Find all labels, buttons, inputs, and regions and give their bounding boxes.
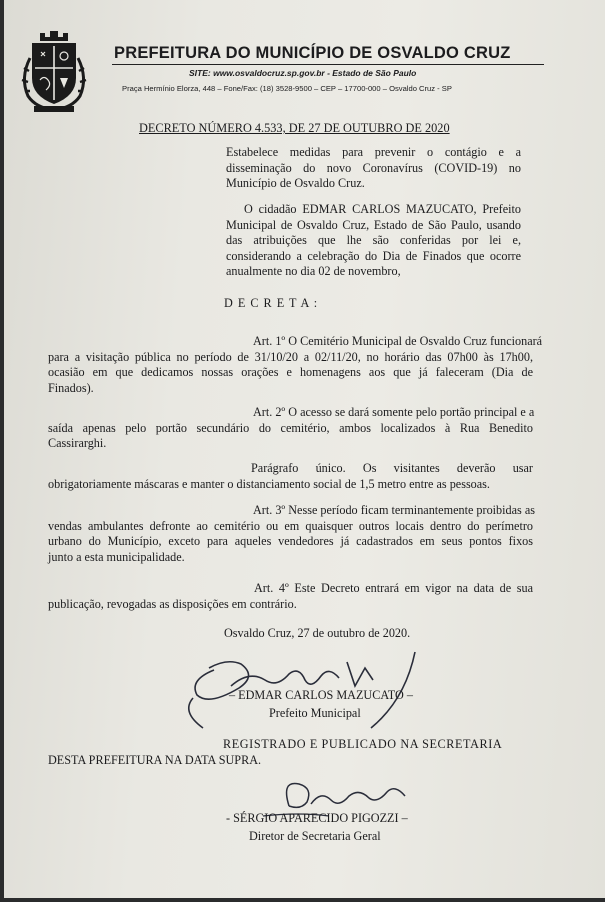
document-page <box>4 0 605 898</box>
article-2 <box>48 405 533 452</box>
registro-line-2: DESTA PREFEITURA NA DATA SUPRA. <box>48 753 262 767</box>
ementa-line: Estabelece medidas para prevenir o contágio e a <box>226 145 521 159</box>
article-1-line: Finados). <box>48 380 94 395</box>
article-4-line: Art. 4º Este Decreto entrará em vigor na data de sua <box>254 581 533 595</box>
article-3-line: urbano do Município, exceto para aqueles vendedores já cadastrados em seus pontos fixos <box>48 534 533 549</box>
article-4-line: publicação, revogadas as disposições em contrário. <box>48 596 297 611</box>
article-4 <box>48 581 533 612</box>
article-3-line: vendas ambulantes defronte ao cemitério ou em quaisquer outros locais dentro do perímetro <box>48 518 533 533</box>
header-title: PREFEITURA DO MUNICÍPIO DE OSVALDO CRUZ <box>114 44 511 62</box>
paragrafo-line: obrigatoriamente máscaras e manter o distanciamento social de 1,5 metro entre as pessoas. <box>48 476 490 491</box>
article-3 <box>48 503 533 565</box>
preamble <box>226 202 521 280</box>
header-divider <box>112 64 544 65</box>
header-site: SITE: www.osvaldocruz.sp.gov.br - Estado de São Paulo <box>189 68 417 78</box>
article-3-line: junto a esta municipalidade. <box>48 549 185 564</box>
article-1 <box>48 334 543 396</box>
paragrafo-unico <box>48 461 533 492</box>
paragrafo-line: Parágrafo único. Os visitantes deverão usar <box>251 461 533 475</box>
mayor-role: Prefeito Municipal <box>269 706 361 720</box>
secretary-name: - SÉRGIO APARECIDO PIGOZZI – <box>226 811 408 825</box>
preamble-line: anualmente no dia 02 de novembro, <box>226 264 401 279</box>
ementa-line: disseminação do novo Coronavírus (COVID-19) no <box>226 160 521 175</box>
secretary-role: Diretor de Secretaria Geral <box>249 829 381 843</box>
date-line: Osvaldo Cruz, 27 de outubro de 2020. <box>224 626 411 640</box>
decree-title: DECRETO NÚMERO 4.533, DE 27 DE OUTUBRO DE 2020 <box>139 121 450 135</box>
municipal-coat-of-arms-icon <box>18 28 90 113</box>
article-2-line: saída apenas pelo portão secundário do cemitério, ambos localizados à Rua Benedito <box>48 420 533 435</box>
article-3-line: Art. 3º Nesse período ficam terminantemente proibidas as <box>253 503 535 517</box>
article-2-line: Cassirarghi. <box>48 436 107 451</box>
header-address: Praça Hermínio Elorza, 448 – Fone/Fax: (18) 3528-9500 – CEP – 17700-000 – Osvaldo Cruz - SP <box>122 84 452 93</box>
registro-line-1: REGISTRADO E PUBLICADO NA SECRETARIA <box>223 737 503 751</box>
preamble-line: O cidadão EDMAR CARLOS MAZUCATO, Prefeito <box>244 202 521 216</box>
ementa <box>226 145 521 192</box>
article-2-line: Art. 2º O acesso se dará somente pelo portão principal e a <box>253 405 535 419</box>
preamble-line: considerando a celebração do Dia de Finados que ocorre <box>226 248 521 263</box>
article-1-line: ocasião em que dedicamos nossas orações e homenagens aos que já faleceram (Dia de <box>48 365 533 380</box>
article-1-line: para a visitação pública no período de 31/10/20 a 02/11/20, no horário das 07h00 às 17h00, <box>48 349 533 364</box>
mayor-name: – EDMAR CARLOS MAZUCATO – <box>229 688 413 702</box>
article-1-line: Art. 1º O Cemitério Municipal de Osvaldo Cruz funcionará <box>253 334 543 348</box>
decreta-heading: D E C R E T A : <box>224 296 319 310</box>
preamble-line: das atribuições que lhe são conferidas por lei e, <box>226 233 521 248</box>
ementa-line: Município de Osvaldo Cruz. <box>226 176 365 191</box>
preamble-line: Municipal de Osvaldo Cruz, Estado de São Paulo, usando <box>226 217 521 232</box>
